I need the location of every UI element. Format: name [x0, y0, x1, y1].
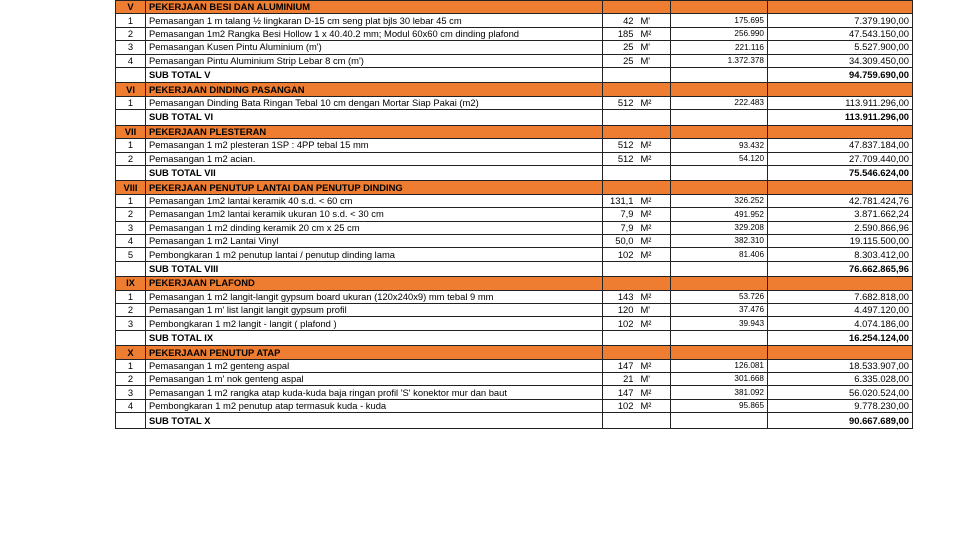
empty-cell: [637, 67, 671, 83]
item-unit: M²: [637, 96, 671, 109]
item-number: 2: [116, 304, 146, 317]
table-row: [116, 41, 913, 54]
section-header-row: [116, 277, 913, 290]
item-unit: M²: [637, 152, 671, 165]
item-number: 1: [116, 14, 146, 27]
subtotal-row: [116, 413, 913, 429]
item-unit-price: 54.120: [671, 152, 768, 165]
subtotal-label: SUB TOTAL X: [146, 413, 603, 429]
empty-cell: [637, 181, 671, 194]
section-title: PEKERJAAN PLESTERAN: [146, 125, 603, 138]
item-total: 27.709.440,00: [768, 152, 913, 165]
empty-cell: [603, 110, 637, 126]
empty-cell: [671, 1, 768, 14]
item-unit-price: 491.952: [671, 208, 768, 221]
empty-cell: [671, 277, 768, 290]
empty-cell: [671, 125, 768, 138]
subtotal-row: [116, 67, 913, 83]
item-quantity: 185: [603, 27, 637, 40]
section-title: PEKERJAAN BESI DAN ALUMINIUM: [146, 1, 603, 14]
item-unit: M': [637, 304, 671, 317]
item-unit-price: 256.990: [671, 27, 768, 40]
empty-cell: [637, 277, 671, 290]
item-number: 1: [116, 290, 146, 303]
item-quantity: 147: [603, 359, 637, 372]
item-description: Pemasangan 1 m2 langit-langit gypsum board ukuran (120x240x9) mm tebal 9 mm: [146, 290, 603, 303]
empty-cell: [671, 181, 768, 194]
empty-cell: [603, 165, 637, 181]
item-description: Pemasangan 1 m2 genteng aspal: [146, 359, 603, 372]
item-number: 2: [116, 208, 146, 221]
empty-cell: [637, 413, 671, 429]
item-number: 2: [116, 27, 146, 40]
item-total: 6.335.028,00: [768, 373, 913, 386]
table-row: [116, 386, 913, 399]
item-total: 47.837.184,00: [768, 139, 913, 152]
subtotal-label: SUB TOTAL IX: [146, 330, 603, 346]
item-number: 4: [116, 399, 146, 412]
item-unit: M²: [637, 221, 671, 234]
item-description: Pembongkaran 1 m2 penutup lantai / penutup dinding lama: [146, 248, 603, 261]
item-number: 3: [116, 386, 146, 399]
item-quantity: 102: [603, 317, 637, 330]
empty-cell: [637, 125, 671, 138]
table-row: [116, 208, 913, 221]
table-row: [116, 27, 913, 40]
section-number: X: [116, 346, 146, 359]
item-quantity: 7,9: [603, 221, 637, 234]
item-total: 9.778.230,00: [768, 399, 913, 412]
item-unit-price: 93.432: [671, 139, 768, 152]
item-number: 3: [116, 317, 146, 330]
item-quantity: 102: [603, 399, 637, 412]
item-description: Pemasangan Dinding Bata Ringan Tebal 10 cm dengan Mortar Siap Pakai (m2): [146, 96, 603, 109]
item-total: 4.497.120,00: [768, 304, 913, 317]
item-description: Pemasangan 1 m2 acian.: [146, 152, 603, 165]
item-quantity: 25: [603, 41, 637, 54]
cost-estimate-body: [116, 1, 913, 429]
item-description: Pemasangan Kusen Pintu Aluminium (m'): [146, 41, 603, 54]
item-total: 8.303.412,00: [768, 248, 913, 261]
item-number: 2: [116, 373, 146, 386]
item-description: Pemasangan 1 m2 plesteran 1SP : 4PP tebal 15 mm: [146, 139, 603, 152]
item-quantity: 102: [603, 248, 637, 261]
empty-cell: [637, 346, 671, 359]
item-quantity: 25: [603, 54, 637, 67]
item-unit-price: 175.695: [671, 14, 768, 27]
empty-cell: [116, 261, 146, 277]
item-unit-price: 221.116: [671, 41, 768, 54]
subtotal-label: SUB TOTAL V: [146, 67, 603, 83]
item-unit: M': [637, 54, 671, 67]
empty-cell: [116, 413, 146, 429]
subtotal-value: 75.546.624,00: [768, 165, 913, 181]
subtotal-value: 113.911.296,00: [768, 110, 913, 126]
subtotal-row: [116, 261, 913, 277]
item-total: 2.590.866,96: [768, 221, 913, 234]
item-unit: M²: [637, 399, 671, 412]
item-unit: M²: [637, 386, 671, 399]
subtotal-label: SUB TOTAL VIII: [146, 261, 603, 277]
table-row: [116, 194, 913, 207]
empty-cell: [768, 1, 913, 14]
item-description: Pemasangan 1m2 lantai keramik 40 s.d. < 60 cm: [146, 194, 603, 207]
empty-cell: [768, 181, 913, 194]
item-unit: M²: [637, 234, 671, 247]
item-unit-price: 329.208: [671, 221, 768, 234]
subtotal-value: 76.662.865,96: [768, 261, 913, 277]
section-header-row: [116, 83, 913, 96]
empty-cell: [671, 67, 768, 83]
empty-cell: [671, 83, 768, 96]
empty-cell: [768, 125, 913, 138]
empty-cell: [671, 346, 768, 359]
item-quantity: 21: [603, 373, 637, 386]
item-description: Pemasangan 1 m2 Lantai Vinyl: [146, 234, 603, 247]
item-unit-price: 1.372.378: [671, 54, 768, 67]
item-quantity: 512: [603, 139, 637, 152]
item-unit: M²: [637, 194, 671, 207]
section-header-row: [116, 181, 913, 194]
empty-cell: [637, 165, 671, 181]
empty-cell: [603, 67, 637, 83]
item-unit-price: 222.483: [671, 96, 768, 109]
item-number: 4: [116, 54, 146, 67]
table-row: [116, 304, 913, 317]
item-description: Pemasangan 1 m' list langit langit gypsum profil: [146, 304, 603, 317]
empty-cell: [637, 110, 671, 126]
item-unit: M²: [637, 208, 671, 221]
empty-cell: [671, 330, 768, 346]
empty-cell: [116, 110, 146, 126]
item-number: 3: [116, 221, 146, 234]
item-unit-price: 126.081: [671, 359, 768, 372]
table-row: [116, 152, 913, 165]
item-number: 4: [116, 234, 146, 247]
section-title: PEKERJAAN PENUTUP ATAP: [146, 346, 603, 359]
item-unit-price: 95.865: [671, 399, 768, 412]
item-unit: M²: [637, 290, 671, 303]
item-number: 2: [116, 152, 146, 165]
item-description: Pemasangan 1 m' nok genteng aspal: [146, 373, 603, 386]
section-header-row: [116, 125, 913, 138]
empty-cell: [768, 277, 913, 290]
item-description: Pemasangan 1 m talang ½ lingkaran D-15 cm seng plat bjls 30 lebar 45 cm: [146, 14, 603, 27]
item-unit-price: 326.252: [671, 194, 768, 207]
item-total: 56.020.524,00: [768, 386, 913, 399]
table-row: [116, 248, 913, 261]
item-unit: M²: [637, 317, 671, 330]
item-description: Pemasangan 1 m2 dinding keramik 20 cm x 25 cm: [146, 221, 603, 234]
section-title: PEKERJAAN PLAFOND: [146, 277, 603, 290]
table-row: [116, 359, 913, 372]
empty-cell: [637, 261, 671, 277]
item-quantity: 143: [603, 290, 637, 303]
item-quantity: 120: [603, 304, 637, 317]
subtotal-row: [116, 330, 913, 346]
section-header-row: [116, 1, 913, 14]
subtotal-value: 90.667.689,00: [768, 413, 913, 429]
empty-cell: [603, 1, 637, 14]
empty-cell: [603, 83, 637, 96]
subtotal-label: SUB TOTAL VII: [146, 165, 603, 181]
cost-estimate-table: [115, 0, 913, 429]
table-row: [116, 221, 913, 234]
subtotal-value: 16.254.124,00: [768, 330, 913, 346]
table-row: [116, 139, 913, 152]
item-unit-price: 381.092: [671, 386, 768, 399]
empty-cell: [671, 413, 768, 429]
item-total: 4.074.186,00: [768, 317, 913, 330]
section-number: IX: [116, 277, 146, 290]
empty-cell: [768, 346, 913, 359]
empty-cell: [603, 125, 637, 138]
item-description: Pemasangan 1m2 Rangka Besi Hollow 1 x 40.40.2 mm; Modul 60x60 cm dinding plafond: [146, 27, 603, 40]
item-number: 3: [116, 41, 146, 54]
section-number: VIII: [116, 181, 146, 194]
subtotal-row: [116, 165, 913, 181]
empty-cell: [671, 165, 768, 181]
table-row: [116, 96, 913, 109]
table-row: [116, 14, 913, 27]
empty-cell: [671, 261, 768, 277]
item-quantity: 7,9: [603, 208, 637, 221]
empty-cell: [603, 277, 637, 290]
item-total: 113.911.296,00: [768, 96, 913, 109]
item-unit-price: 81.406: [671, 248, 768, 261]
empty-cell: [603, 181, 637, 194]
table-row: [116, 290, 913, 303]
item-unit: M': [637, 373, 671, 386]
item-unit: M': [637, 14, 671, 27]
section-title: PEKERJAAN PENUTUP LANTAI DAN PENUTUP DINDING: [146, 181, 603, 194]
empty-cell: [603, 330, 637, 346]
empty-cell: [116, 165, 146, 181]
item-unit: M': [637, 41, 671, 54]
item-total: 7.379.190,00: [768, 14, 913, 27]
empty-cell: [603, 261, 637, 277]
item-unit: M²: [637, 359, 671, 372]
item-description: Pemasangan 1m2 lantai keramik ukuran 10 s.d. < 30 cm: [146, 208, 603, 221]
empty-cell: [671, 110, 768, 126]
item-total: 19.115.500,00: [768, 234, 913, 247]
item-total: 5.527.900,00: [768, 41, 913, 54]
item-total: 42.781.424,76: [768, 194, 913, 207]
empty-cell: [116, 67, 146, 83]
item-quantity: 512: [603, 96, 637, 109]
table-row: [116, 317, 913, 330]
subtotal-row: [116, 110, 913, 126]
empty-cell: [637, 330, 671, 346]
section-number: VI: [116, 83, 146, 96]
item-unit-price: 39.943: [671, 317, 768, 330]
item-unit: M²: [637, 27, 671, 40]
table-row: [116, 54, 913, 67]
item-number: 5: [116, 248, 146, 261]
item-total: 34.309.450,00: [768, 54, 913, 67]
item-description: Pemasangan Pintu Aluminium Strip Lebar 8 cm (m'): [146, 54, 603, 67]
table-row: [116, 234, 913, 247]
item-unit: M²: [637, 248, 671, 261]
empty-cell: [637, 1, 671, 14]
item-description: Pembongkaran 1 m2 langit - langit ( plafond ): [146, 317, 603, 330]
item-number: 1: [116, 194, 146, 207]
item-number: 1: [116, 139, 146, 152]
item-quantity: 512: [603, 152, 637, 165]
item-quantity: 147: [603, 386, 637, 399]
empty-cell: [603, 346, 637, 359]
empty-cell: [768, 83, 913, 96]
section-title: PEKERJAAN DINDING PASANGAN: [146, 83, 603, 96]
empty-cell: [603, 413, 637, 429]
item-total: 3.871.662,24: [768, 208, 913, 221]
item-unit-price: 53.726: [671, 290, 768, 303]
item-total: 7.682.818,00: [768, 290, 913, 303]
item-quantity: 131,1: [603, 194, 637, 207]
subtotal-label: SUB TOTAL VI: [146, 110, 603, 126]
item-unit-price: 382.310: [671, 234, 768, 247]
item-description: Pemasangan 1 m2 rangka atap kuda-kuda baja ringan profil 'S' konektor mur dan baut: [146, 386, 603, 399]
section-number: V: [116, 1, 146, 14]
item-quantity: 42: [603, 14, 637, 27]
item-total: 47.543.150,00: [768, 27, 913, 40]
item-unit-price: 301.668: [671, 373, 768, 386]
item-description: Pembongkaran 1 m2 penutup atap termasuk kuda - kuda: [146, 399, 603, 412]
item-total: 18.533.907,00: [768, 359, 913, 372]
item-quantity: 50,0: [603, 234, 637, 247]
item-number: 1: [116, 359, 146, 372]
item-unit-price: 37.476: [671, 304, 768, 317]
empty-cell: [637, 83, 671, 96]
table-row: [116, 399, 913, 412]
subtotal-value: 94.759.690,00: [768, 67, 913, 83]
section-header-row: [116, 346, 913, 359]
empty-cell: [116, 330, 146, 346]
table-row: [116, 373, 913, 386]
item-number: 1: [116, 96, 146, 109]
section-number: VII: [116, 125, 146, 138]
item-unit: M²: [637, 139, 671, 152]
